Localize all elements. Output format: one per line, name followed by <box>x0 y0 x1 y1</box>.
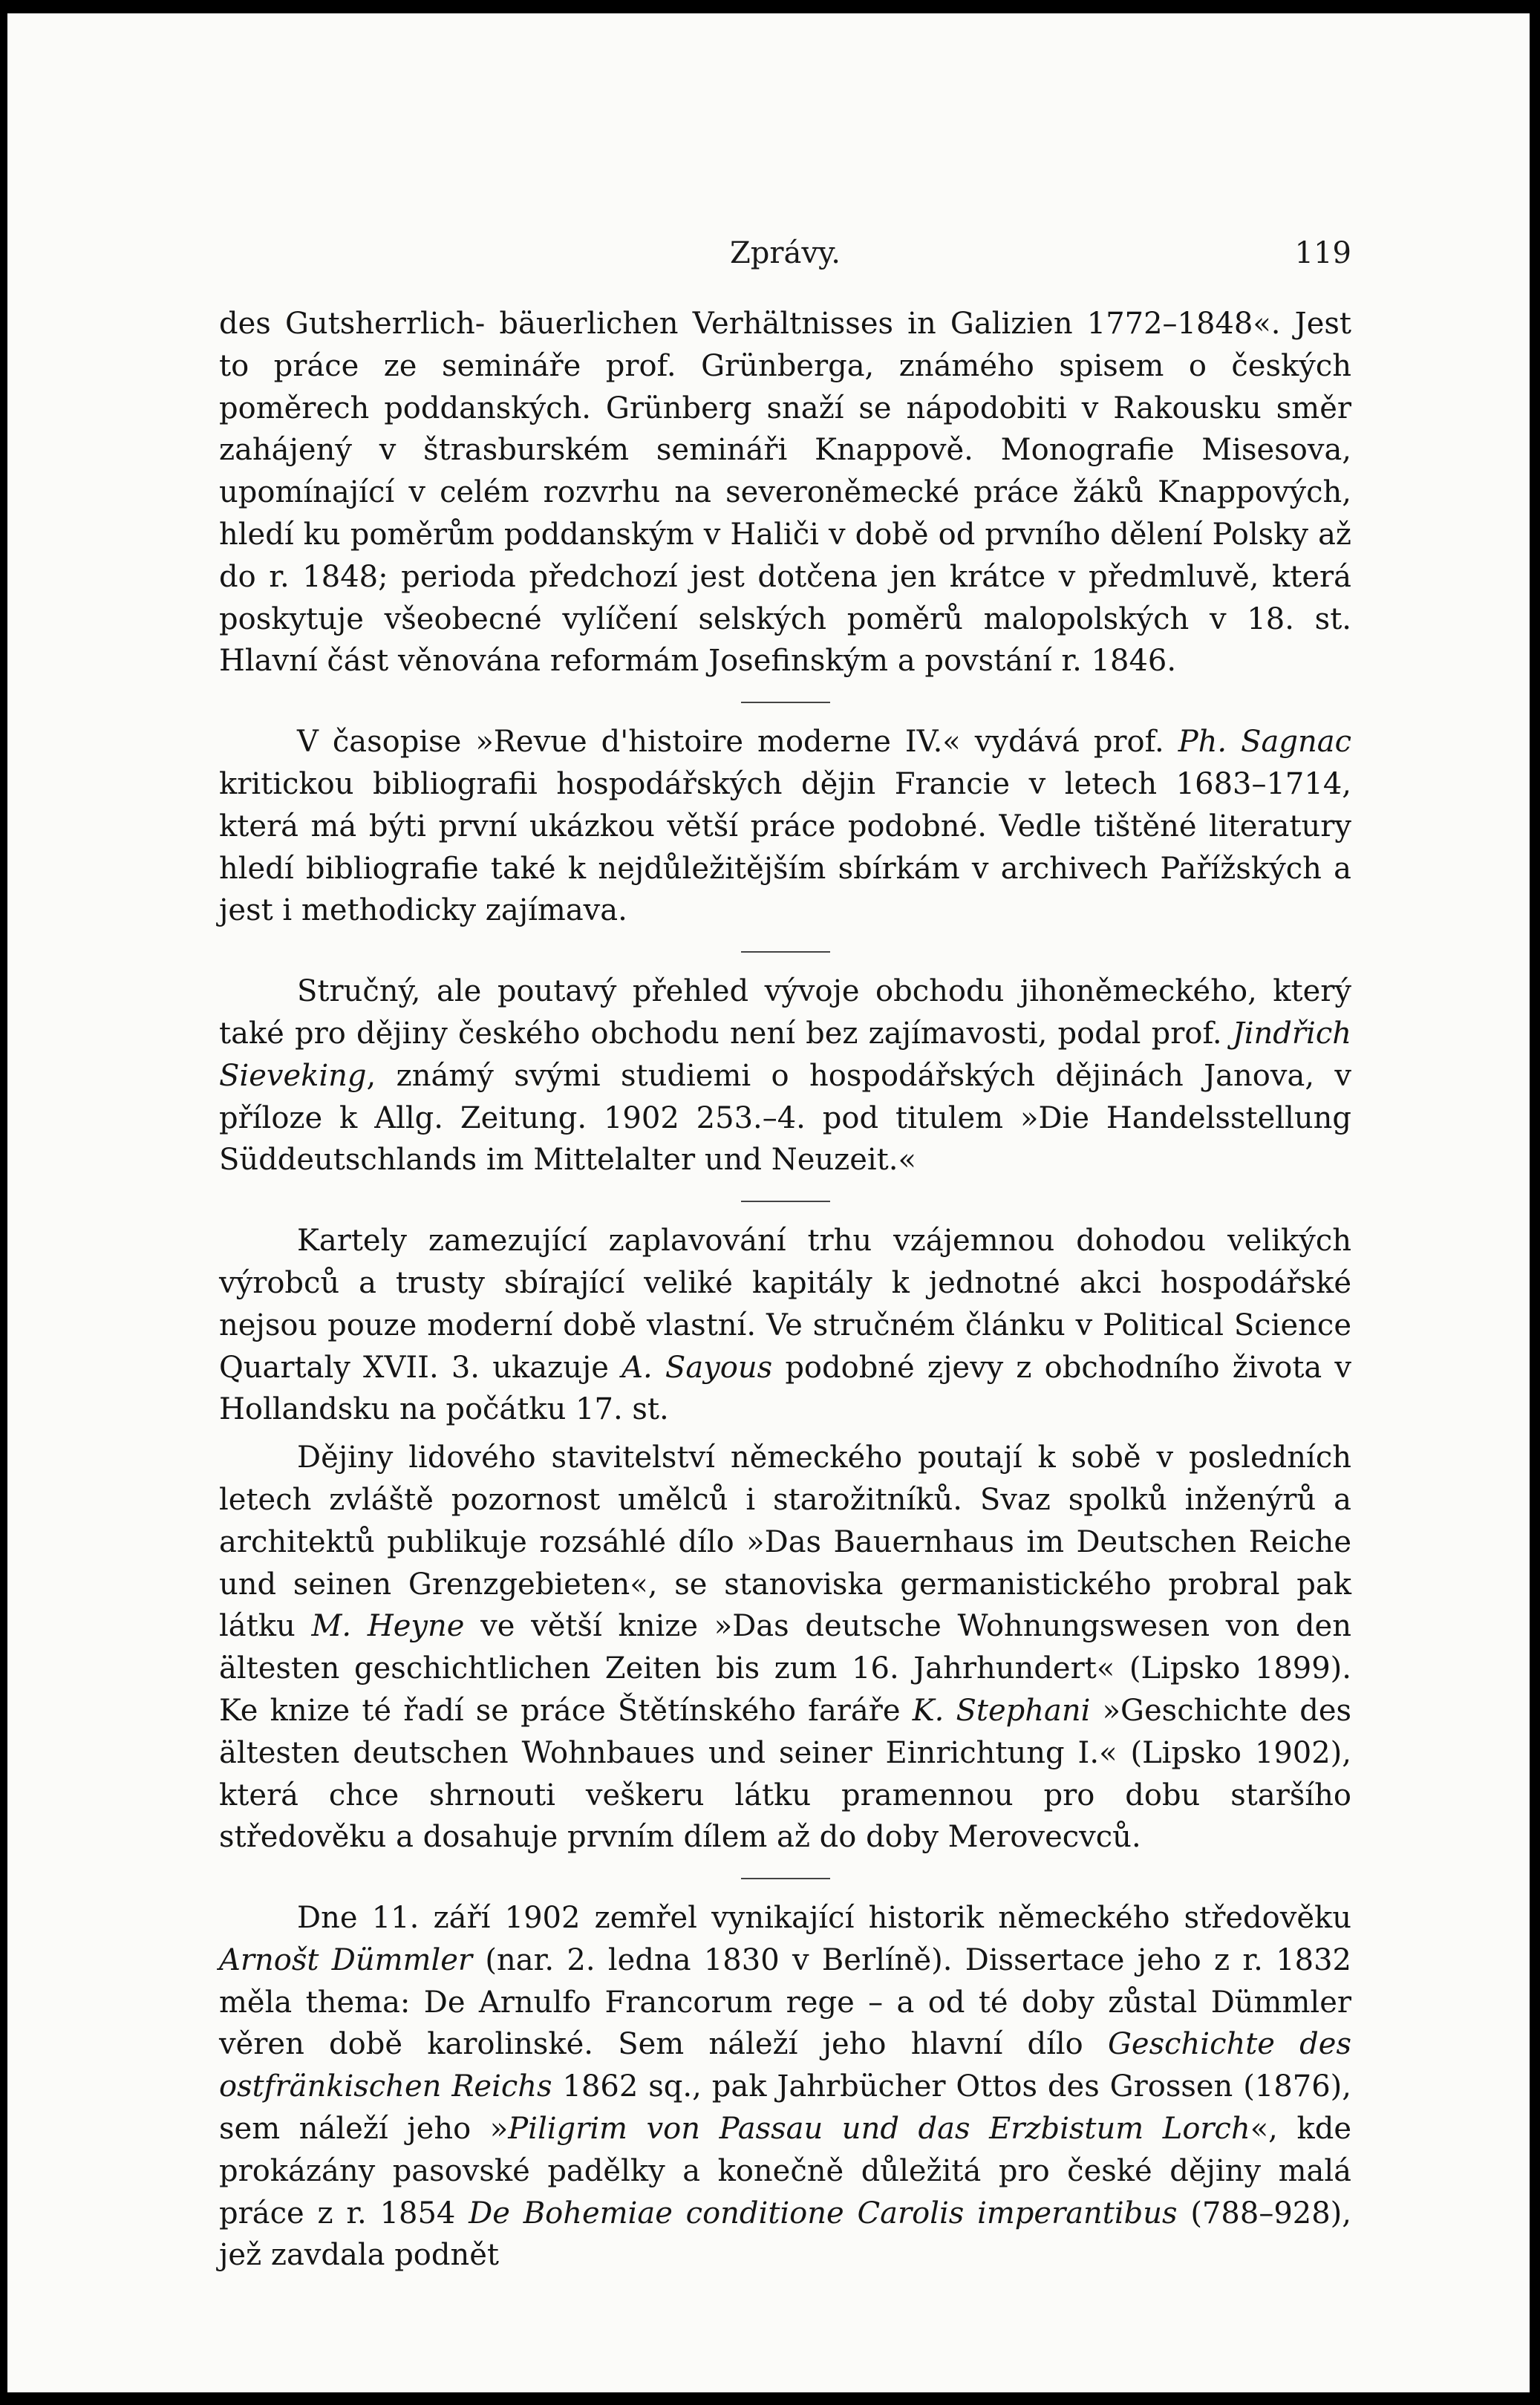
text-segment: «, kde prokázány pasovské padělky a konečně důležitá pro české dějiny malá práce z r. 1854 <box>219 2112 1351 2231</box>
paragraph <box>219 970 1351 1181</box>
text-segment: Kartely zamezující zaplavování trhu vzájemnou dohodou velikých výrobců a trusty sbírající veliké kapitály k jednotné akci hospodářské nejsou pouze moderní době vlastní. Ve stručném článku v Political Science Quartaly XVII. 3. ukazuje <box>219 1224 1351 1385</box>
book-page <box>7 13 1530 2392</box>
section-separator <box>219 1181 1351 1220</box>
author-name: Jindřich Sieveking <box>219 1016 1351 1093</box>
text-segment: Dějiny lidového stavitelství německého poutají k sobě v posledních letech zvláště pozornost umělců i starožitníků. Svaz spolků inženýrů a architektů publikuje rozsáhlé dílo »Das Bauernhaus im Deutschen Reiche und seinen Grenzgebieten«, se stanoviska germanistického probral pak látku <box>219 1440 1351 1644</box>
section-separator <box>219 1859 1351 1897</box>
page-header <box>219 236 1351 281</box>
page-text <box>219 303 1351 2277</box>
text-segment: ve větší knize »Das deutsche Wohnungswesen von den ältesten geschichtlichen Zeiten bis zum 16. Jahrhundert« (Lipsko 1899). Ke knize té řadí se práce Štětínského faráře <box>219 1609 1351 1728</box>
text-segment: V časopise »Revue d'histoire moderne IV.« vydává prof. <box>297 725 1178 760</box>
text-segment: (nar. 2. ledna 1830 v Berlíně). Dissertace jeho z r. 1832 měla thema: De Arnulfo Francorum rege – a od té doby zůstal Dümmler věren době karolinské. Sem náleží jeho hlavní dílo <box>219 1942 1351 2062</box>
paragraph <box>219 1220 1351 1431</box>
paragraph <box>219 721 1351 932</box>
text-segment: podobné zjevy z obchodního života v Hollandsku na počátku 17. st. <box>219 1350 1352 1427</box>
paragraph <box>219 1437 1351 1859</box>
paragraph <box>219 1897 1351 2277</box>
section-separator <box>219 682 1351 721</box>
work-title: De Bohemiae conditione Carolis imperantibus <box>469 2196 1178 2231</box>
page-number: 119 <box>1294 236 1351 270</box>
text-segment: Dne 11. září 1902 zemřel vynikající historik německého středověku <box>297 1901 1351 1936</box>
text-segment: Stručný, ale poutavý přehled vývoje obchodu jihoněmeckého, který také pro dějiny českého obchodu není bez zajímavosti, podal prof. <box>219 974 1351 1051</box>
paragraph <box>219 303 1351 682</box>
author-name: M. Heyne <box>311 1609 465 1644</box>
text-segment: (788–928), jež zavdala podnět <box>219 2196 1351 2273</box>
text-segment: »Geschichte des ältesten deutschen Wohnbaues und seiner Einrichtung I.« (Lipsko 1902), která chce shrnouti veškeru látku pramennou pro dobu staršího středověku a dosahuje prvním dílem až do doby Merovecvců. <box>219 1693 1352 1855</box>
work-title: Piligrim von Passau und das Erzbistum Lorch <box>508 2112 1250 2147</box>
author-name: K. Stephani <box>912 1693 1091 1728</box>
author-name: Arnošt Dümmler <box>219 1942 473 1977</box>
author-name: Ph. Sagnac <box>1178 725 1351 760</box>
text-segment: des Gutsherrlich- bäuerlichen Verhältnisses in Galizien 1772–1848«. Jest to práce ze semináře prof. Grünberga, známého spisem o českých poměrech poddanských. Grünberg snaží se nápodobiti v Rakousku směr zahájený v štrasburském semináři Knappově. Monografie Misesova, upomínající v celém rozvrhu na severoněmecké práce žáků Knappových, hledí ku poměrům poddanským v Haliči v době od prvního dělení Polsky až do r. 1848; perioda předchozí jest dotčena jen krátce v předmluvě, která poskytuje všeobecné vylíčení selských poměrů malopolských v 18. st. Hlavní část věnována reformám Josefinským a povstání r. 1846. <box>219 307 1351 679</box>
text-segment: 1862 sq., pak Jahrbücher Ottos des Grossen (1876), sem náleží jeho » <box>219 2069 1351 2147</box>
work-title: Geschichte des ostfränkischen Reichs <box>219 2027 1351 2104</box>
author-name: A. Sayous <box>621 1350 773 1385</box>
text-segment: , známý svými studiemi o hospodářských dějinách Janova, v příloze k Allg. Zeitung. 1902 253.–4. pod titulem »Die Handelsstellung Süddeutschlands im Mittelalter und Neuzeit.« <box>219 1058 1351 1178</box>
running-title: Zprávy. <box>730 236 841 270</box>
text-segment: kritickou bibliografii hospodářských dějin Francie v letech 1683–1714, která má býti první ukázkou větší práce podobné. Vedle tištěné literatury hledí bibliografie také k nejdůležitějším sbírkám v archivech Pařížských a jest i methodicky zajímava. <box>219 766 1351 928</box>
section-separator <box>219 932 1351 970</box>
